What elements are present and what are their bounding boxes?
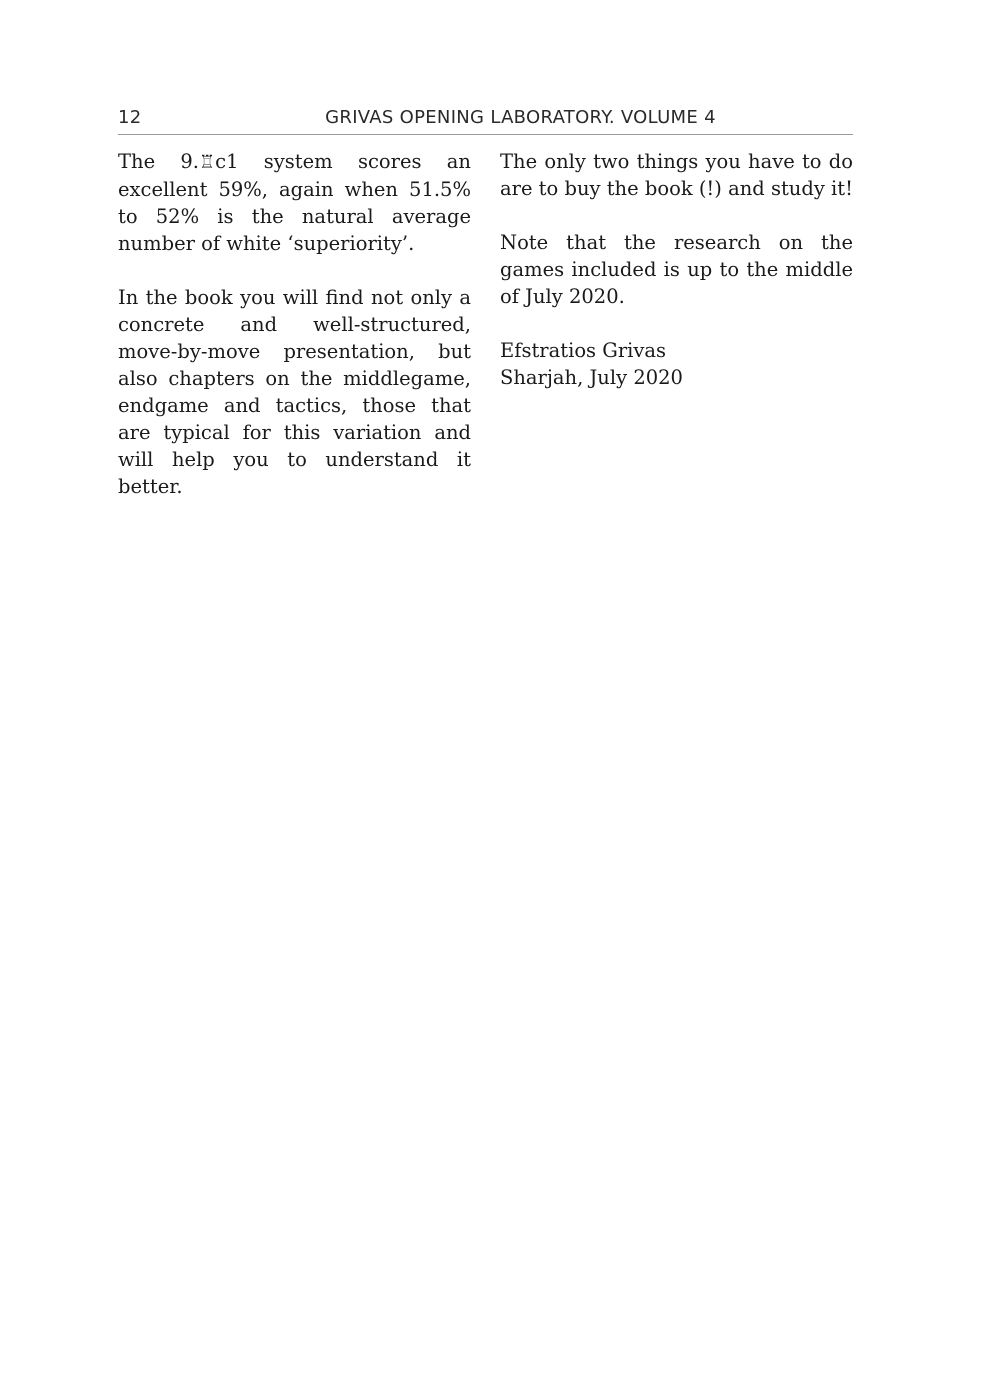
page-number: 12	[118, 107, 142, 128]
rook-icon: ♖	[199, 152, 216, 173]
running-header	[118, 104, 853, 135]
book-title: GRIVAS OPENING LABORATORY. VOLUME 4	[325, 107, 716, 128]
signature	[500, 337, 853, 391]
paragraph-buy-and-study: The only two things you have to do are to buy the book (!) and study it!	[500, 150, 853, 200]
place-date: Sharjah, July 2020	[500, 366, 683, 389]
right-column	[500, 148, 853, 391]
paragraph-system-score-text: c1 system scores an excellent 59%, again when 51.5% to 52% is the natural average number of white ‘superiority’.	[118, 150, 471, 255]
author-name: Efstratios Grivas	[500, 339, 667, 362]
paragraph-research-note: Note that the research on the games included is up to the middle of July 2020.	[500, 231, 853, 308]
paragraph-book-contents: In the book you will find not only a concrete and well-structured, move-by-move presentation, but also chapters on the middlegame, endgame and tactics, those that are typical for this variation and will help you to understand it better.	[118, 286, 471, 498]
move-prefix: The 9.	[118, 150, 200, 173]
paragraph-system-score	[118, 148, 471, 257]
left-column	[118, 148, 471, 527]
